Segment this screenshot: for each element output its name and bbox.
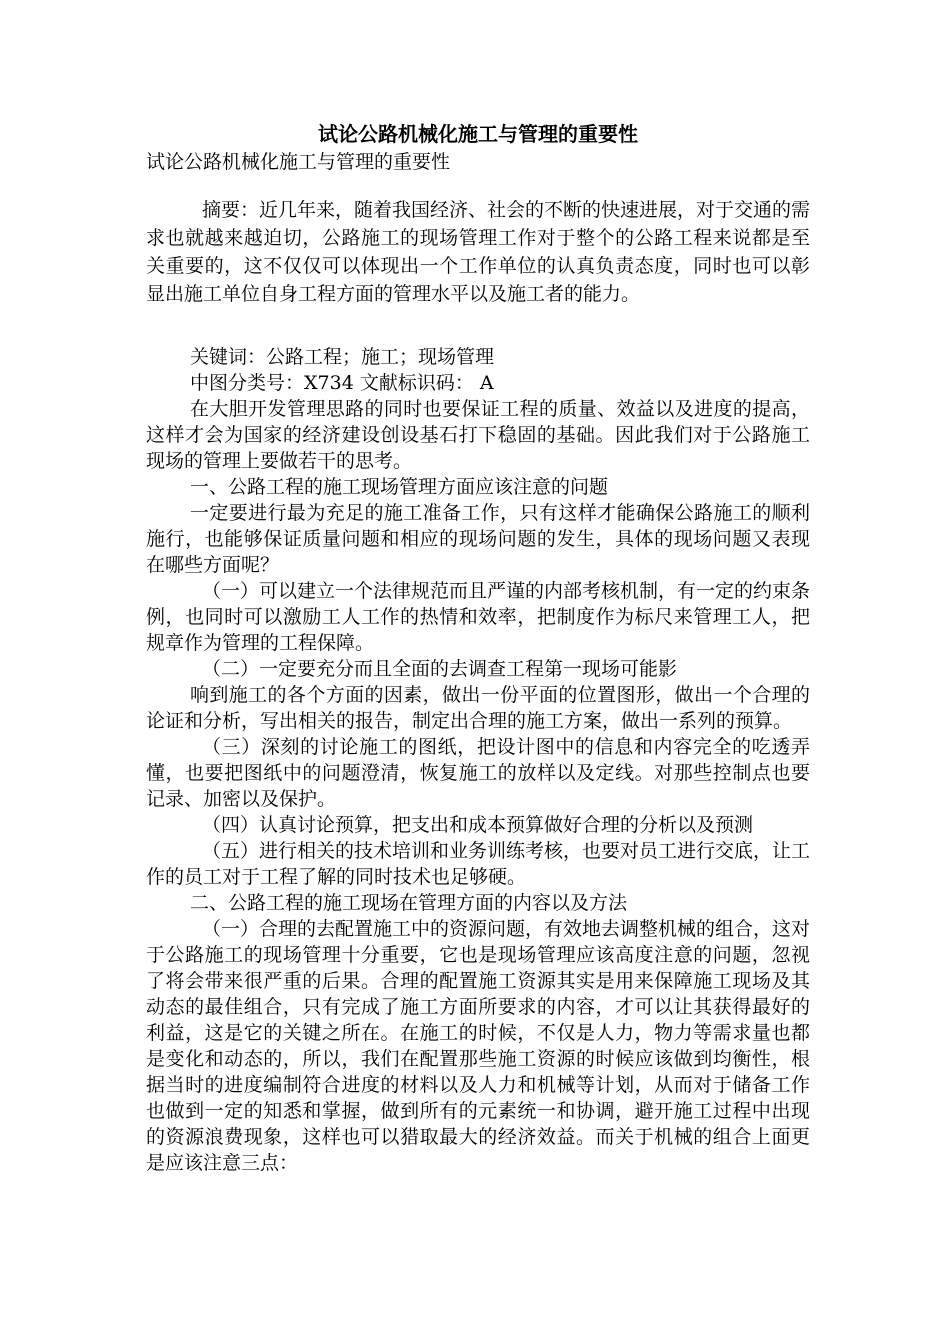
paragraph: 响到施工的各个方面的因素，做出一份平面的位置图形，做出一个合理的论证和分析，写出相关的报告，制定出合理的施工方案，做出一系列的预算。 — [146, 684, 810, 732]
abstract: 摘要：近几年来，随着我国经济、社会的不断的快速进展，对于交通的需求也就越来越迫切，公路施工的现场管理工作对于整个的公路工程来说都是至关重要的，这不仅仅可以体现出一个工作单位的认真负责态度，同时也可以彰显出施工单位自身工程方面的管理水平以及施工者的能力。 — [146, 199, 811, 305]
list-item-3: （三）深刻的讨论施工的图纸，把设计图中的信息和内容完全的吃透弄懂，也要把图纸中的问题澄清，恢复施工的放样以及定线。对那些控制点也要记录、加密以及保护。 — [146, 736, 810, 810]
paragraph-intro: 在大胆开发管理思路的同时也要保证工程的质量、效益以及进度的提高，这样才会为国家的经济建设创设基石打下稳固的基础。因此我们对于公路施工现场的管理上要做若干的思考。 — [146, 398, 810, 472]
section-heading-2: 二、公路工程的施工现场在管理方面的内容以及方法 — [190, 892, 628, 914]
document-subtitle: 试论公路机械化施工与管理的重要性 — [146, 151, 451, 173]
list-item-4: （四）认真讨论预算，把支出和成本预算做好合理的分析以及预测 — [202, 814, 754, 836]
list-item-6: （一）合理的去配置施工中的资源问题，有效地去调整机械的组合，这对于公路施工的现场管理十分重要，它也是现场管理应该高度注意的问题，忽视了将会带来很严重的后果。合理的配置施工资源其实是用来保障施工现场及其动态的最佳组合，只有完成了施工方面所要求的内容，才可以让其获得最好的利益，这是它的关键之所在。在施工的时候，不仅是人力，物力等需求量也都是变化和动态的，所以，我们在配置那些施工资源的时候应该做到均衡性，根据当时的进度编制符合进度的材料以及人力和机械等计划，从而对于储备工作也做到一定的知悉和掌握，做到所有的元素统一和协调，避开施工过程中出现的资源浪费现象，这样也可以猎取最大的经济效益。而关于机械的组合上面更是应该注意三点： — [146, 918, 811, 1174]
list-item-1: （一）可以建立一个法律规范而且严谨的内部考核机制，有一定的约束条例，也同时可以激励工人工作的热情和效率，把制度作为标尺来管理工人，把规章作为管理的工程保障。 — [146, 580, 811, 654]
classification: 中图分类号：X734 文献标识码： A — [190, 372, 494, 394]
document-page — [146, 120, 810, 1176]
document-title: 试论公路机械化施工与管理的重要性 — [318, 122, 638, 146]
section-heading-1: 一、公路工程的施工现场管理方面应该注意的问题 — [190, 476, 609, 498]
keywords: 关键词：公路工程；施工；现场管理 — [190, 346, 495, 368]
list-item-5: （五）进行相关的技术培训和业务训练考核，也要对员工进行交底，让工作的员工对于工程了解的同时技术也足够硬。 — [146, 840, 811, 888]
paragraph: 一定要进行最为充足的施工准备工作，只有这样才能确保公路施工的顺利施行，也能够保证质量问题和相应的现场问题的发生，具体的现场问题又表现在哪些方面呢？ — [146, 502, 810, 576]
list-item-2: （二）一定要充分而且全面的去调查工程第一现场可能影 — [202, 658, 678, 680]
